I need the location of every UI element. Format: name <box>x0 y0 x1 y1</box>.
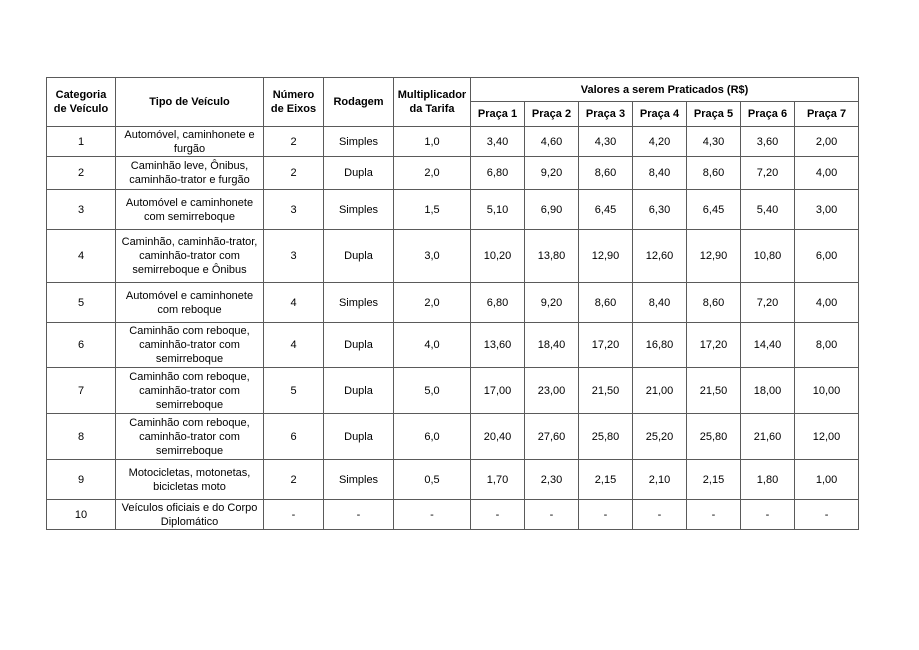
table-row <box>47 127 859 157</box>
cell-rodagem: Simples <box>324 190 394 230</box>
cell-valor-praca-7: 1,00 <box>795 460 859 500</box>
cell-multiplicador: 2,0 <box>394 157 471 190</box>
cell-valor-praca-5: 8,60 <box>687 157 741 190</box>
cell-valor-praca-5: 17,20 <box>687 323 741 368</box>
cell-valor-praca-2: 2,30 <box>525 460 579 500</box>
header-praca: Praça 6 <box>741 102 795 127</box>
cell-tipo: Automóvel, caminhonete e furgão <box>116 127 264 157</box>
cell-rodagem: Dupla <box>324 414 394 460</box>
cell-valor-praca-4: 21,00 <box>633 368 687 414</box>
cell-valor-praca-7: 3,00 <box>795 190 859 230</box>
cell-tipo: Caminhão com reboque, caminhão-trator com semirreboque <box>116 368 264 414</box>
cell-valor-praca-6: 21,60 <box>741 414 795 460</box>
cell-valor-praca-6: 3,60 <box>741 127 795 157</box>
cell-multiplicador: - <box>394 500 471 530</box>
cell-valor-praca-2: 13,80 <box>525 230 579 283</box>
header-praca: Praça 5 <box>687 102 741 127</box>
table-row <box>47 368 859 414</box>
header-praca: Praça 7 <box>795 102 859 127</box>
table-row <box>47 283 859 323</box>
cell-valor-praca-3: 21,50 <box>579 368 633 414</box>
header-praca: Praça 4 <box>633 102 687 127</box>
cell-tipo: Veículos oficiais e do Corpo Diplomático <box>116 500 264 530</box>
cell-multiplicador: 4,0 <box>394 323 471 368</box>
cell-valor-praca-2: 9,20 <box>525 157 579 190</box>
table-row <box>47 323 859 368</box>
cell-valor-praca-5: 6,45 <box>687 190 741 230</box>
header-praca: Praça 1 <box>471 102 525 127</box>
cell-eixos: 6 <box>264 414 324 460</box>
cell-valor-praca-1: 13,60 <box>471 323 525 368</box>
cell-valor-praca-4: 8,40 <box>633 157 687 190</box>
cell-valor-praca-5: 2,15 <box>687 460 741 500</box>
header-rodagem: Rodagem <box>324 78 394 127</box>
cell-categoria: 9 <box>47 460 116 500</box>
cell-valor-praca-7: 2,00 <box>795 127 859 157</box>
cell-valor-praca-2: 18,40 <box>525 323 579 368</box>
cell-tipo: Automóvel e caminhonete com semirreboque <box>116 190 264 230</box>
header-praca: Praça 2 <box>525 102 579 127</box>
cell-valor-praca-5: 8,60 <box>687 283 741 323</box>
cell-valor-praca-3: - <box>579 500 633 530</box>
cell-categoria: 2 <box>47 157 116 190</box>
cell-tipo: Caminhão, caminhão-trator, caminhão-trator com semirreboque e Ônibus <box>116 230 264 283</box>
cell-eixos: 2 <box>264 460 324 500</box>
cell-valor-praca-6: 1,80 <box>741 460 795 500</box>
cell-multiplicador: 0,5 <box>394 460 471 500</box>
cell-eixos: 2 <box>264 127 324 157</box>
cell-valor-praca-5: 4,30 <box>687 127 741 157</box>
cell-valor-praca-3: 17,20 <box>579 323 633 368</box>
cell-rodagem: Dupla <box>324 323 394 368</box>
cell-valor-praca-4: 4,20 <box>633 127 687 157</box>
cell-valor-praca-1: 6,80 <box>471 283 525 323</box>
cell-valor-praca-1: 5,10 <box>471 190 525 230</box>
cell-valor-praca-2: 27,60 <box>525 414 579 460</box>
cell-valor-praca-4: 12,60 <box>633 230 687 283</box>
header-tipo: Tipo de Veículo <box>116 78 264 127</box>
cell-valor-praca-1: 10,20 <box>471 230 525 283</box>
cell-valor-praca-4: 8,40 <box>633 283 687 323</box>
cell-valor-praca-6: 18,00 <box>741 368 795 414</box>
cell-valor-praca-3: 6,45 <box>579 190 633 230</box>
cell-valor-praca-6: 14,40 <box>741 323 795 368</box>
cell-rodagem: Simples <box>324 127 394 157</box>
cell-valor-praca-1: 6,80 <box>471 157 525 190</box>
cell-valor-praca-1: 3,40 <box>471 127 525 157</box>
cell-valor-praca-2: 23,00 <box>525 368 579 414</box>
cell-valor-praca-7: 4,00 <box>795 283 859 323</box>
table-row <box>47 460 859 500</box>
cell-categoria: 4 <box>47 230 116 283</box>
cell-valor-praca-2: 9,20 <box>525 283 579 323</box>
cell-valor-praca-5: 21,50 <box>687 368 741 414</box>
cell-tipo: Caminhão com reboque, caminhão-trator com semirreboque <box>116 414 264 460</box>
cell-valor-praca-7: 4,00 <box>795 157 859 190</box>
cell-multiplicador: 1,0 <box>394 127 471 157</box>
cell-categoria: 10 <box>47 500 116 530</box>
cell-valor-praca-4: 16,80 <box>633 323 687 368</box>
cell-valor-praca-2: 6,90 <box>525 190 579 230</box>
cell-valor-praca-3: 12,90 <box>579 230 633 283</box>
cell-valor-praca-3: 2,15 <box>579 460 633 500</box>
cell-valor-praca-4: 6,30 <box>633 190 687 230</box>
header-categoria: Categoria de Veículo <box>47 78 116 127</box>
cell-valor-praca-4: 2,10 <box>633 460 687 500</box>
cell-valor-praca-6: 10,80 <box>741 230 795 283</box>
header-praca: Praça 3 <box>579 102 633 127</box>
cell-valor-praca-7: - <box>795 500 859 530</box>
cell-tipo: Motocicletas, motonetas, bicicletas moto <box>116 460 264 500</box>
table-row <box>47 230 859 283</box>
header-eixos: Número de Eixos <box>264 78 324 127</box>
cell-valor-praca-6: - <box>741 500 795 530</box>
cell-valor-praca-1: 1,70 <box>471 460 525 500</box>
cell-valor-praca-5: 25,80 <box>687 414 741 460</box>
cell-valor-praca-7: 12,00 <box>795 414 859 460</box>
cell-multiplicador: 1,5 <box>394 190 471 230</box>
cell-categoria: 7 <box>47 368 116 414</box>
cell-valor-praca-5: - <box>687 500 741 530</box>
cell-valor-praca-6: 7,20 <box>741 283 795 323</box>
cell-categoria: 5 <box>47 283 116 323</box>
cell-multiplicador: 3,0 <box>394 230 471 283</box>
cell-multiplicador: 2,0 <box>394 283 471 323</box>
cell-rodagem: Simples <box>324 460 394 500</box>
cell-eixos: 5 <box>264 368 324 414</box>
cell-valor-praca-3: 8,60 <box>579 283 633 323</box>
table-row <box>47 190 859 230</box>
cell-categoria: 6 <box>47 323 116 368</box>
cell-eixos: 3 <box>264 190 324 230</box>
cell-tipo: Caminhão com reboque, caminhão-trator com semirreboque <box>116 323 264 368</box>
cell-multiplicador: 6,0 <box>394 414 471 460</box>
cell-valor-praca-2: - <box>525 500 579 530</box>
cell-tipo: Caminhão leve, Ônibus, caminhão-trator e furgão <box>116 157 264 190</box>
cell-rodagem: Dupla <box>324 368 394 414</box>
cell-rodagem: Dupla <box>324 157 394 190</box>
cell-valor-praca-3: 4,30 <box>579 127 633 157</box>
cell-valor-praca-7: 8,00 <box>795 323 859 368</box>
cell-rodagem: - <box>324 500 394 530</box>
cell-categoria: 8 <box>47 414 116 460</box>
table-body <box>47 127 859 530</box>
cell-valor-praca-6: 7,20 <box>741 157 795 190</box>
cell-valor-praca-7: 6,00 <box>795 230 859 283</box>
cell-categoria: 3 <box>47 190 116 230</box>
cell-valor-praca-2: 4,60 <box>525 127 579 157</box>
cell-valor-praca-3: 25,80 <box>579 414 633 460</box>
cell-multiplicador: 5,0 <box>394 368 471 414</box>
table-row <box>47 414 859 460</box>
cell-valor-praca-4: 25,20 <box>633 414 687 460</box>
cell-valor-praca-5: 12,90 <box>687 230 741 283</box>
toll-rate-table <box>46 77 859 530</box>
cell-valor-praca-1: - <box>471 500 525 530</box>
header-valores-group: Valores a serem Praticados (R$) <box>471 78 859 102</box>
cell-rodagem: Simples <box>324 283 394 323</box>
cell-eixos: - <box>264 500 324 530</box>
cell-valor-praca-7: 10,00 <box>795 368 859 414</box>
cell-valor-praca-4: - <box>633 500 687 530</box>
cell-eixos: 4 <box>264 323 324 368</box>
cell-valor-praca-3: 8,60 <box>579 157 633 190</box>
cell-eixos: 2 <box>264 157 324 190</box>
cell-rodagem: Dupla <box>324 230 394 283</box>
cell-categoria: 1 <box>47 127 116 157</box>
cell-eixos: 3 <box>264 230 324 283</box>
cell-valor-praca-1: 17,00 <box>471 368 525 414</box>
cell-valor-praca-1: 20,40 <box>471 414 525 460</box>
table-row <box>47 500 859 530</box>
table-row <box>47 157 859 190</box>
cell-valor-praca-6: 5,40 <box>741 190 795 230</box>
cell-tipo: Automóvel e caminhonete com reboque <box>116 283 264 323</box>
cell-eixos: 4 <box>264 283 324 323</box>
header-multiplicador: Multiplicador da Tarifa <box>394 78 471 127</box>
